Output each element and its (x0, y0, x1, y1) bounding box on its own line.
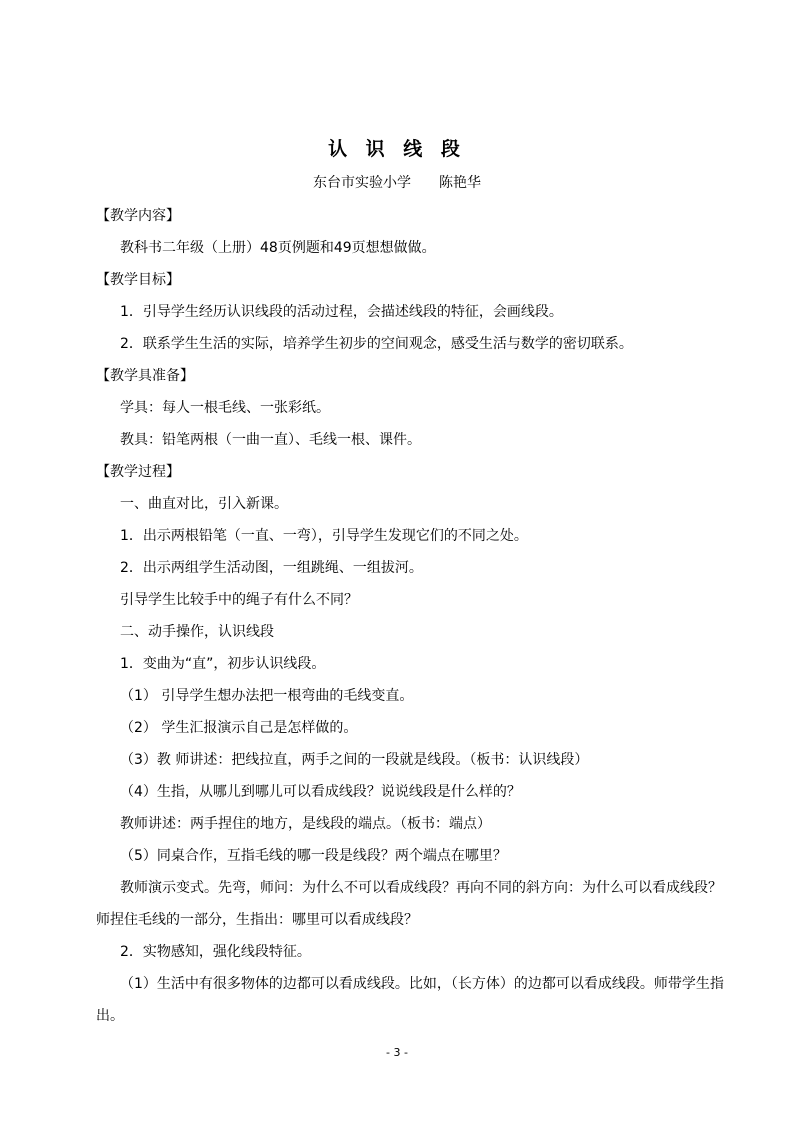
paragraph: 教师讲述：两手捏住的地方，是线段的端点。（板书：端点） (120, 816, 491, 832)
section-heading-goals: 【教学目标】 (96, 272, 180, 288)
paragraph: （1）生活中有很多物体的边都可以看成线段。比如，（长方体）的边都可以看成线段。师带学生指 (120, 976, 724, 992)
paragraph: （5）同桌合作，互指毛线的哪一段是线段？两个端点在哪里？ (120, 848, 507, 864)
paragraph: （1） 引导学生想办法把一根弯曲的毛线变直。 (120, 688, 414, 704)
paragraph: （4）生指，从哪儿到哪儿可以看成线段？说说线段是什么样的？ (120, 784, 521, 800)
paragraph: 二、动手操作，认识线段 (120, 624, 274, 640)
paragraph: 引导学生比较手中的绳子有什么不同？ (120, 592, 358, 608)
paragraph: 1．引导学生经历认识线段的活动过程，会描述线段的特征，会画线段。 (120, 304, 563, 320)
paragraph: （2） 学生汇报演示自己是怎样做的。 (120, 720, 358, 736)
paragraph: （3）教 师讲述：把线拉直，两手之间的一段就是线段。（板书：认识线段） (120, 752, 589, 768)
paragraph: 2．实物感知，强化线段特征。 (120, 944, 311, 960)
page-number: - 3 - (386, 1046, 408, 1059)
page-title: 认 识 线 段 (328, 138, 466, 160)
section-heading-content: 【教学内容】 (96, 208, 180, 224)
author-line (0, 173, 794, 193)
section-heading-process: 【教学过程】 (96, 464, 180, 480)
paragraph: 1．出示两根铅笔（一直、一弯），引导学生发现它们的不同之处。 (120, 528, 528, 544)
paragraph: 2．联系学生生活的实际，培养学生初步的空间观念，感受生活与数学的密切联系。 (120, 336, 633, 352)
paragraph: 师捏住毛线的一部分，生指出：哪里可以看成线段？ (96, 912, 418, 928)
paragraph: 学具：每人一根毛线、一张彩纸。 (120, 400, 330, 416)
paragraph: 2．出示两组学生活动图，一组跳绳、一组拔河。 (120, 560, 423, 576)
paragraph: 教科书二年级（上册）48页例题和49页想想做做。 (120, 240, 436, 256)
paragraph: 1．变曲为“直”，初步认识线段。 (120, 656, 326, 672)
paragraph: 教师演示变式。先弯，师问：为什么不可以看成线段？再向不同的斜方向：为什么可以看成线段？ (120, 880, 722, 896)
author-school: 东台市实验小学 (313, 175, 411, 191)
paragraph: 一、曲直对比，引入新课。 (120, 496, 288, 512)
section-heading-prep: 【教学具准备】 (96, 368, 194, 384)
paragraph: 出。 (96, 1008, 124, 1024)
author-name: 陈艳华 (439, 175, 481, 191)
paragraph: 教具：铅笔两根（一曲一直）、毛线一根、课件。 (120, 432, 421, 448)
